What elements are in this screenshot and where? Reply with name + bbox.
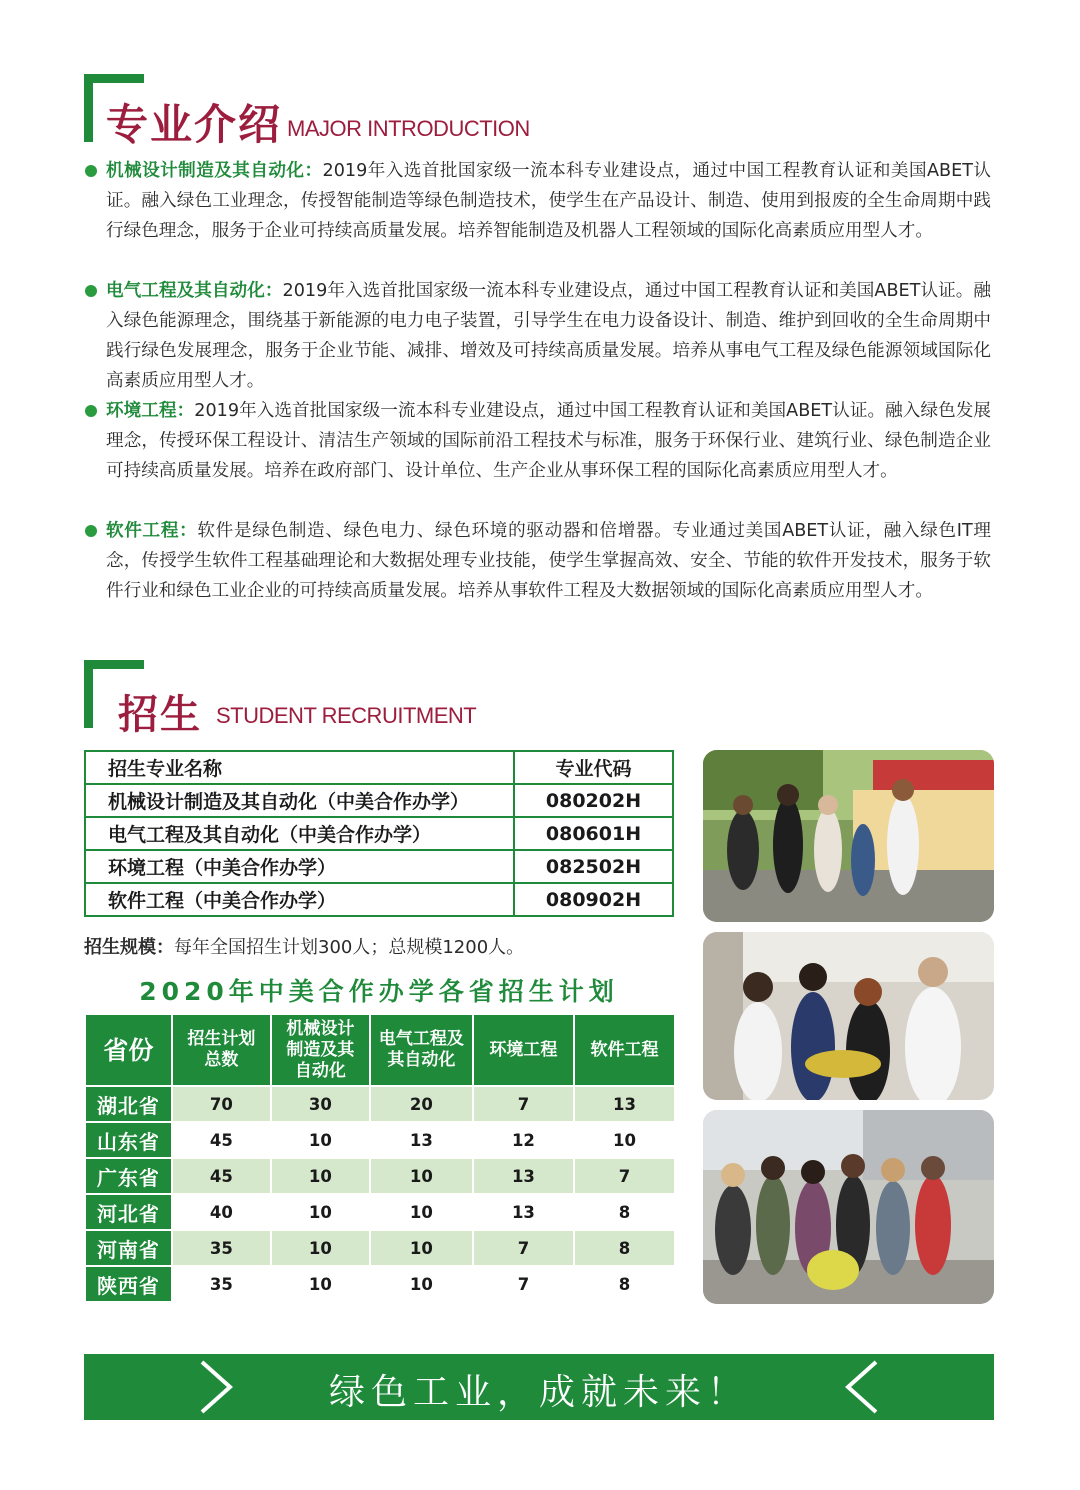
bullet-icon <box>85 285 97 297</box>
major-code-cell: 080902H <box>514 883 673 916</box>
value-cell: 10 <box>272 1195 369 1229</box>
value-cell: 10 <box>371 1267 472 1301</box>
value-cell: 10 <box>575 1123 674 1157</box>
bullet-icon <box>85 165 97 177</box>
value-cell: 7 <box>474 1231 573 1265</box>
table-row <box>86 1123 674 1157</box>
students-group-photo <box>703 1110 994 1304</box>
table-row <box>86 1231 674 1265</box>
value-cell: 35 <box>173 1267 270 1301</box>
value-cell: 10 <box>272 1123 369 1157</box>
major-name: 软件工程： <box>106 521 198 541</box>
table-row <box>85 817 673 850</box>
table-row <box>85 883 673 916</box>
value-cell: 10 <box>371 1231 472 1265</box>
value-cell: 20 <box>371 1087 472 1121</box>
scale-label: 招生规模： <box>84 937 174 958</box>
major-item <box>106 276 991 396</box>
recruit-title-cn: 招生 <box>118 692 202 738</box>
value-cell: 7 <box>575 1159 674 1193</box>
value-cell: 35 <box>173 1231 270 1265</box>
header-province: 省份 <box>86 1015 171 1085</box>
value-cell: 10 <box>272 1267 369 1301</box>
major-code-cell: 082502H <box>514 850 673 883</box>
header-total: 招生计划总数 <box>173 1015 270 1085</box>
province-cell: 河南省 <box>86 1231 171 1265</box>
major-name: 环境工程： <box>106 401 195 421</box>
header-major-name: 招生专业名称 <box>85 751 514 784</box>
heading-bracket-horizontal <box>84 660 144 669</box>
major-name: 电气工程及其自动化： <box>106 281 283 301</box>
value-cell: 8 <box>575 1195 674 1229</box>
slogan-banner <box>84 1354 994 1420</box>
province-cell: 山东省 <box>86 1123 171 1157</box>
header-software: 软件工程 <box>575 1015 674 1085</box>
heading-bracket-horizontal <box>84 74 144 83</box>
major-item <box>106 516 991 606</box>
recruit-title-en: STUDENT RECRUITMENT <box>216 703 477 728</box>
header-environmental: 环境工程 <box>474 1015 573 1085</box>
value-cell: 12 <box>474 1123 573 1157</box>
major-desc: 2019年入选首批国家级一流本科专业建设点，通过中国工程教育认证和美国ABET认证。融入绿色能源理念，围绕基于新能源的电力电子装置，引导学生在电力设备设计、制造、维护到回收的全生命周期中践行绿色发展理念，服务于企业节能、减排、增效及可持续高质量发展。培养从事电气工程及绿色能源领域国际化高素质应用型人才。 <box>106 281 991 391</box>
value-cell: 13 <box>575 1087 674 1121</box>
province-cell: 湖北省 <box>86 1087 171 1121</box>
table-row <box>85 850 673 883</box>
major-code-cell: 080202H <box>514 784 673 817</box>
major-desc: 2019年入选首批国家级一流本科专业建设点，通过中国工程教育认证和美国ABET认证。融入绿色工业理念，传授智能制造等绿色制造技术，使学生在产品设计、制造、使用到报废的全生命周期中践行绿色理念，服务于企业可持续高质量发展。培养智能制造及机器人工程领域的国际化高素质应用型人才。 <box>106 161 991 241</box>
province-cell: 河北省 <box>86 1195 171 1229</box>
major-name-cell: 软件工程（中美合作办学） <box>85 883 514 916</box>
major-code-cell: 080601H <box>514 817 673 850</box>
value-cell: 45 <box>173 1123 270 1157</box>
value-cell: 45 <box>173 1159 270 1193</box>
table-row <box>86 1195 674 1229</box>
students-campus-photo <box>703 750 994 922</box>
value-cell: 8 <box>575 1231 674 1265</box>
table-header-row <box>85 751 673 784</box>
table-row <box>86 1267 674 1301</box>
slogan-text: 绿色工业，成就未来！ <box>328 1372 749 1413</box>
major-desc: 软件是绿色制造、绿色电力、绿色环境的驱动器和倍增器。专业通过美国ABET认证，融入绿色IT理念，传授学生软件工程基础理论和大数据处理专业技能，使学生掌握高效、安全、节能的软件开发技术，服务于软件行业和绿色工业企业的可持续高质量发展。培养从事软件工程及大数据领域的国际化高素质应用型人才。 <box>106 521 991 601</box>
value-cell: 10 <box>371 1159 472 1193</box>
table-row <box>85 784 673 817</box>
value-cell: 30 <box>272 1087 369 1121</box>
major-name-cell: 电气工程及其自动化（中美合作办学） <box>85 817 514 850</box>
province-plan-table <box>84 1013 676 1303</box>
value-cell: 13 <box>371 1123 472 1157</box>
value-cell: 13 <box>474 1195 573 1229</box>
recruit-table <box>84 750 674 917</box>
students-activity-photo <box>703 932 994 1100</box>
scale-text: 每年全国招生计划300人；总规模1200人。 <box>174 937 525 958</box>
value-cell: 8 <box>575 1267 674 1301</box>
major-item <box>106 156 991 246</box>
value-cell: 10 <box>371 1195 472 1229</box>
province-cell: 广东省 <box>86 1159 171 1193</box>
major-name: 机械设计制造及其自动化： <box>106 161 323 181</box>
province-cell: 陕西省 <box>86 1267 171 1301</box>
heading-bracket-vertical <box>84 660 93 728</box>
value-cell: 13 <box>474 1159 573 1193</box>
value-cell: 7 <box>474 1087 573 1121</box>
major-name-cell: 机械设计制造及其自动化（中美合作办学） <box>85 784 514 817</box>
bullet-icon <box>85 405 97 417</box>
header-major-code: 专业代码 <box>514 751 673 784</box>
value-cell: 7 <box>474 1267 573 1301</box>
bullet-icon <box>85 525 97 537</box>
value-cell: 40 <box>173 1195 270 1229</box>
value-cell: 70 <box>173 1087 270 1121</box>
major-title-en: MAJOR INTRODUCTION <box>287 116 530 141</box>
value-cell: 10 <box>272 1231 369 1265</box>
plan-header-row <box>86 1015 674 1085</box>
major-title-cn: 专业介绍 <box>106 100 283 149</box>
heading-bracket-vertical <box>84 74 93 142</box>
plan-title: 2020年中美合作办学各省招生计划 <box>139 977 619 1006</box>
table-row <box>86 1087 674 1121</box>
major-desc: 2019年入选首批国家级一流本科专业建设点，通过中国工程教育认证和美国ABET认证。融入绿色发展理念，传授环保工程设计、清洁生产领域的国际前沿工程技术与标准，服务于环保行业、建筑行业、绿色制造企业可持续高质量发展。培养在政府部门、设计单位、生产企业从事环保工程的国际化高素质应用型人才。 <box>106 401 991 481</box>
table-row <box>86 1159 674 1193</box>
major-name-cell: 环境工程（中美合作办学） <box>85 850 514 883</box>
major-item <box>106 396 991 486</box>
header-mechanical: 机械设计制造及其自动化 <box>272 1015 369 1085</box>
recruit-scale <box>84 933 524 959</box>
header-electrical: 电气工程及其自动化 <box>371 1015 472 1085</box>
value-cell: 10 <box>272 1159 369 1193</box>
